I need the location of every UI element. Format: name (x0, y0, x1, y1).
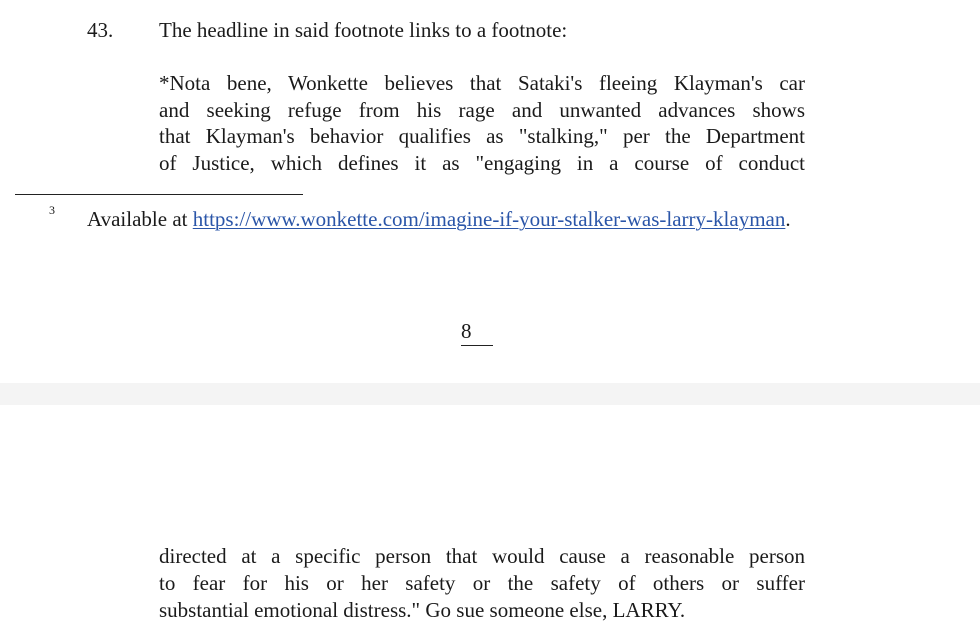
quote-line: and seeking refuge from his rage and unwanted advances shows (159, 97, 805, 122)
footnote-marker: 3 (49, 203, 55, 217)
paragraph-text: The headline in said footnote links to a footnote: (159, 18, 568, 42)
footnote-prefix: Available at (87, 207, 193, 231)
paragraph-number: 43. (87, 18, 114, 42)
footnote-separator (15, 194, 303, 195)
block-quote (159, 70, 805, 176)
quote-line: of Justice, which defines it as "engaging in a course of conduct (159, 150, 805, 175)
document-page-9 (0, 405, 980, 633)
page-number: 8 (461, 318, 493, 346)
footnote (87, 205, 791, 233)
quote-line: that Klayman's behavior qualifies as "stalking," per the Department (159, 124, 805, 149)
quote-line: *Nota bene, Wonkette believes that Sataki's fleeing Klayman's car (159, 71, 805, 95)
footnote-link[interactable]: https://www.wonkette.com/imagine-if-your-stalker-was-larry-klayman (192, 207, 786, 231)
quote-line: to fear for his or her safety or the safety of others or suffer (159, 571, 805, 595)
footnote-suffix: . (785, 207, 791, 231)
continued-block-quote (159, 543, 805, 624)
quote-line: directed at a specific person that would cause a reasonable person (159, 544, 805, 568)
quote-line: substantial emotional distress." Go sue someone else, LARRY. (159, 598, 686, 622)
